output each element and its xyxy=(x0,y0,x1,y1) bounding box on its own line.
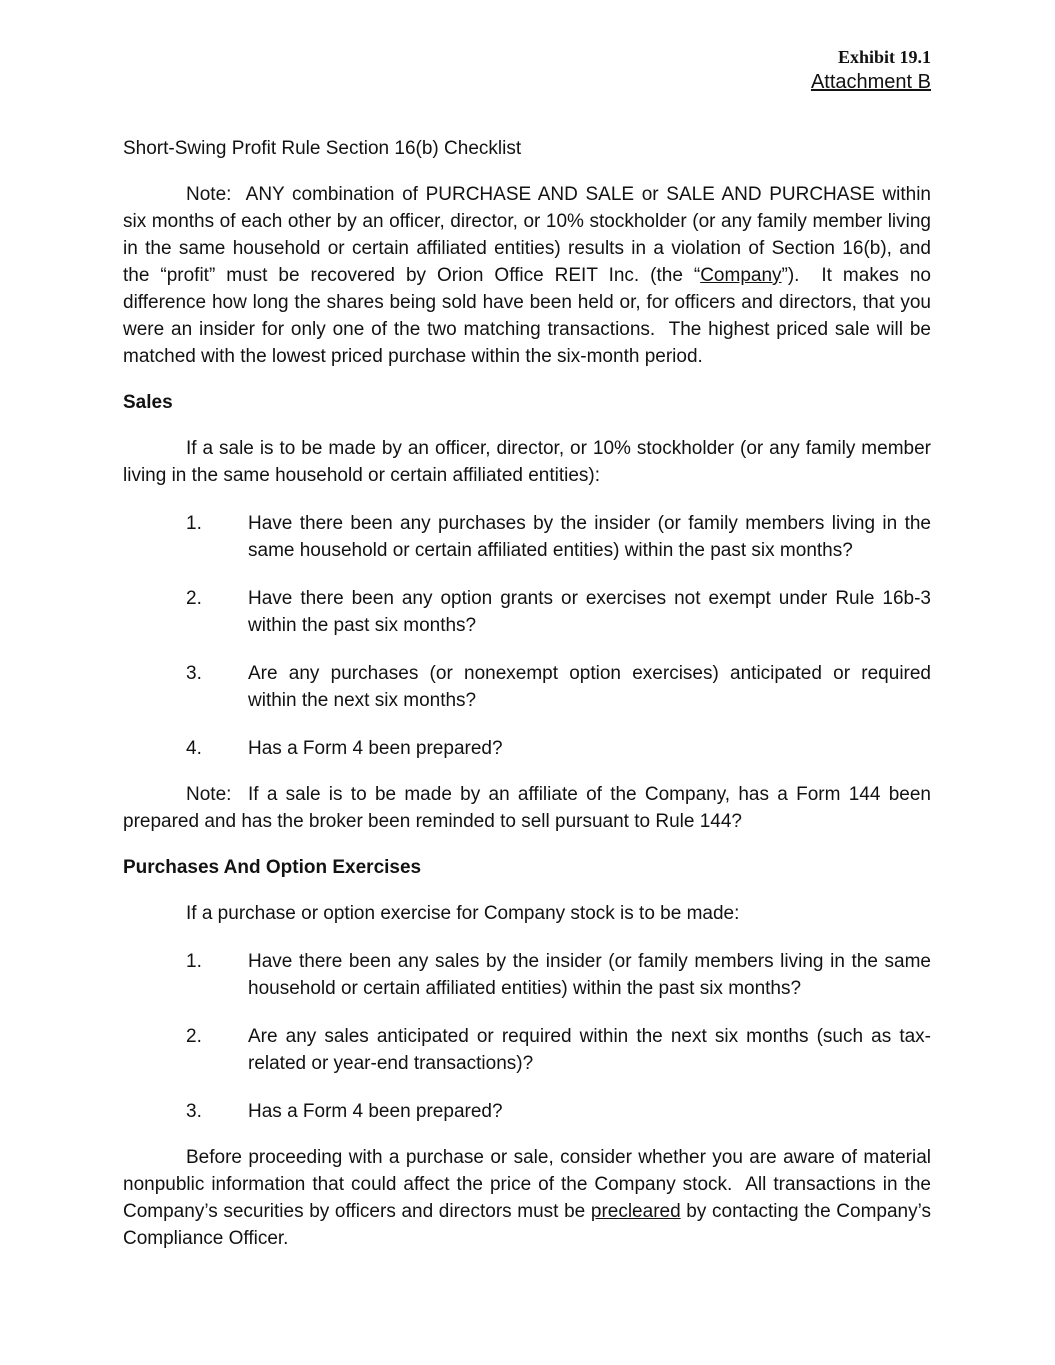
exhibit-number: Exhibit 19.1 xyxy=(837,47,931,67)
purchases-intro-paragraph: If a purchase or option exercise for Company stock is to be made: xyxy=(186,903,740,924)
closing-paragraph xyxy=(123,1144,931,1252)
list-item-text: Are any sales anticipated or required within the next six months (such as tax-related or year-end transactions)? xyxy=(248,1026,931,1074)
list-item-number: 2. xyxy=(186,1026,202,1047)
list-item-text: Has a Form 4 been prepared? xyxy=(248,1101,503,1122)
purchases-list-item-3 xyxy=(123,1098,931,1125)
list-item-text: Have there been any sales by the insider (or family members living in the same household or certain affiliated entities) within the past six months? xyxy=(248,951,931,999)
list-item-number: 4. xyxy=(186,738,202,759)
attachment-label: Attachment B xyxy=(810,71,931,93)
sales-list-item-1 xyxy=(123,510,931,564)
company-defined-term: Company xyxy=(700,265,782,286)
list-item-text: Has a Form 4 been prepared? xyxy=(248,738,503,759)
list-item-text: Are any purchases (or nonexempt option exercises) anticipated or required within the next six months? xyxy=(248,663,931,711)
document-title: Short-Swing Profit Rule Section 16(b) Checklist xyxy=(123,138,522,159)
intro-note-paragraph xyxy=(123,181,931,370)
sales-intro-paragraph: If a sale is to be made by an officer, director, or 10% stockholder (or any family member living in the same household or certain affiliated entities): xyxy=(123,438,931,486)
closing-text-2: by contacting the Company’s Compliance Officer. xyxy=(123,1201,931,1249)
intro-note-text-1: Note: ANY combination of PURCHASE AND SALE or SALE AND PURCHASE within six months of each other by an officer, director, or 10% stockholder (or any family member living in the same household or certain affiliated entities) results in a violation of Section 16(b), and the “profit” must be recovered by Orion Office REIT Inc. (the “ xyxy=(123,184,931,286)
closing-text-1: Before proceeding with a purchase or sale, consider whether you are aware of material nonpublic information that could affect the price of the Company stock. All transactions in the Company’s securities by officers and directors must be xyxy=(123,1147,931,1222)
sales-list-item-2 xyxy=(123,585,931,639)
sales-section-heading: Sales xyxy=(123,392,173,413)
purchases-list-item-1 xyxy=(123,948,931,1002)
list-item-number: 3. xyxy=(186,663,202,684)
precleared-emphasis: precleared xyxy=(590,1201,681,1222)
sales-list-item-4 xyxy=(123,735,931,762)
page-header xyxy=(123,46,931,95)
list-item-text: Have there been any option grants or exercises not exempt under Rule 16b-3 within the past six months? xyxy=(248,588,931,636)
purchases-section-heading: Purchases And Option Exercises xyxy=(123,857,422,878)
list-item-number: 3. xyxy=(186,1101,202,1122)
list-item-number: 1. xyxy=(186,513,202,534)
sales-list-item-3 xyxy=(123,660,931,714)
list-item-number: 1. xyxy=(186,951,202,972)
intro-note-text-2: ”). It makes no difference how long the shares being sold have been held or, for officers and directors, that you were an insider for only one of the two matching transactions. The highest priced sale will be matched with the lowest priced purchase within the six-month period. xyxy=(123,265,931,367)
purchases-list-item-2 xyxy=(123,1023,931,1077)
list-item-text: Have there been any purchases by the insider (or family members living in the same household or certain affiliated entities) within the past six months? xyxy=(248,513,931,561)
list-item-number: 2. xyxy=(186,588,202,609)
form-144-note-paragraph: Note: If a sale is to be made by an affiliate of the Company, has a Form 144 been prepared and has the broker been reminded to sell pursuant to Rule 144? xyxy=(123,784,931,832)
